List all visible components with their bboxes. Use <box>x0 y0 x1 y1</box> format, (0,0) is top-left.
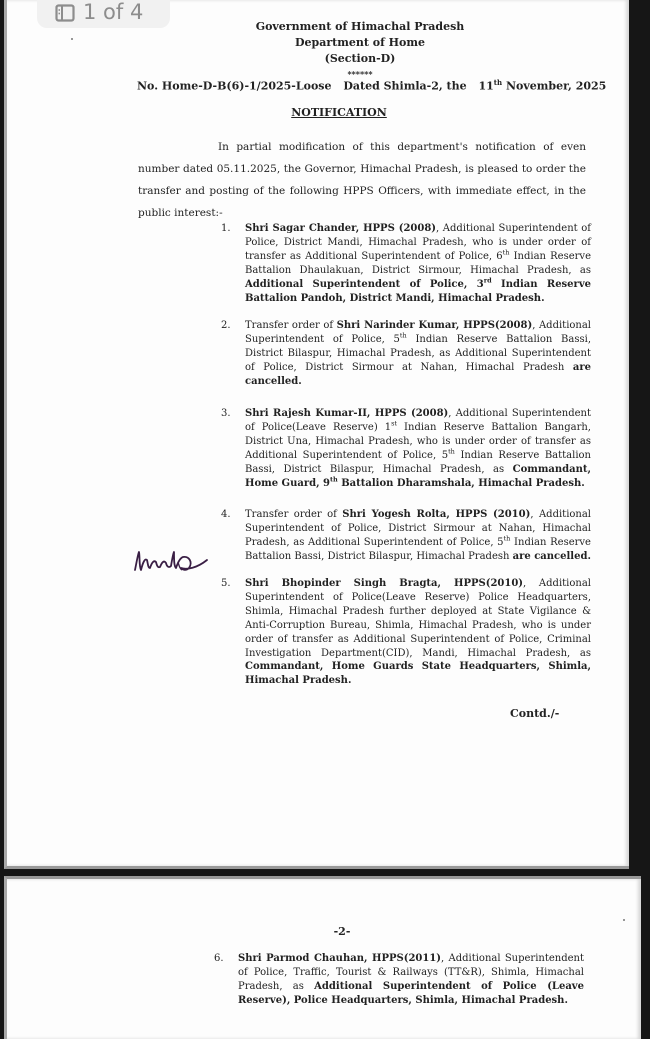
scan-speck <box>71 38 73 40</box>
ordinal-suffix: th <box>503 534 511 543</box>
item-text: , Additional Superintendent of Police(Leave Reserve) Police Headquarters, Shimla, Himachal Pradesh further deployed at State Vigilance & Anti-Corruption Bureau, Shimla, Himachal Pradesh, who is under order of transfer as Additional Superintendent of Police, Criminal Investigation Department(CID), Mandi, Himachal Pradesh, as <box>245 578 591 659</box>
continued-marker: Contd./- <box>510 707 560 720</box>
header-section: (Section-D) <box>324 52 396 65</box>
item-number: 4. <box>221 509 231 520</box>
ordinal-suffix: th <box>448 447 455 456</box>
new-posting: Additional Superintendent of Police, 3 <box>245 278 484 290</box>
header-department: Department of Home <box>294 36 426 49</box>
page-number: -2- <box>333 925 351 938</box>
intro-paragraph: In partial modification of this department's notification of even number dated 05.11.2025, the Governor, Himachal Pradesh, is pleased to order the transfer and posting of the following HPPS Officers, with immediate effect, in the public interest:- <box>138 141 586 219</box>
list-item <box>221 508 591 564</box>
item-number: 2. <box>221 320 231 331</box>
officer-name: Shri Rajesh Kumar-II, HPPS (2008) <box>245 408 449 419</box>
page-indicator-text: 1 of 4 <box>83 0 144 24</box>
item-text: Indian Reserve Battalion Bassi, District Bilaspur, Himachal Pradesh, as Additional Superintendent of Police, District Sirmour at Nahan, Himachal Pradesh <box>245 333 591 373</box>
list-item <box>221 407 591 490</box>
document-page-1 <box>4 0 629 869</box>
officer-name: Shri Bhopinder Singh Bragta, HPPS(2010) <box>245 578 524 589</box>
item-text: Indian Reserve Battalion Dhaulakuan, District Sirmour, Himachal Pradesh, as <box>245 250 591 276</box>
page-thumbnail-icon <box>55 3 75 21</box>
reference-number: No. Home-D-B(6)-1/2025-Loose <box>137 79 332 93</box>
list-item <box>214 952 584 1008</box>
page-indicator[interactable] <box>37 0 170 28</box>
ordinal-suffix: th <box>502 248 510 257</box>
reference-day-suffix: th <box>493 78 503 87</box>
header-separator: ****** <box>347 69 373 79</box>
signature-icon <box>131 540 211 578</box>
item-text: Indian Reserve Battalion Bassi, District Bilaspur, Himachal Pradesh <box>245 536 591 562</box>
cancellation-note: are cancelled. <box>245 361 591 387</box>
scan-speck <box>623 919 625 921</box>
item-prefix: Transfer order of <box>245 320 337 331</box>
ordinal-suffix: st <box>391 419 398 428</box>
new-posting: Additional Superintendent of Police (Leave Reserve), Police Headquarters, Shimla, Himachal Pradesh. <box>238 980 584 1006</box>
item-number: 1. <box>221 223 231 234</box>
new-posting: Commandant, Home Guard, 9 <box>245 463 591 489</box>
item-number: 3. <box>221 408 231 419</box>
officer-name: Shri Narinder Kumar, HPPS(2008) <box>336 320 533 331</box>
new-posting: Commandant, Home Guards State Headquarters, Shimla, Himachal Pradesh. <box>245 661 591 687</box>
item-text: Indian Reserve Battalion Bassi, District Bilaspur, Himachal Pradesh, as <box>245 449 591 475</box>
notification-title: NOTIFICATION <box>291 106 387 119</box>
reference-month-year: November, 2025 <box>505 79 607 93</box>
ordinal-suffix: rd <box>483 276 492 285</box>
list-item <box>221 319 591 389</box>
item-prefix: Transfer order of <box>245 509 343 520</box>
header-government: Government of Himachal Pradesh <box>255 20 465 33</box>
reference-day: 11 <box>478 79 494 93</box>
ordinal-suffix: th <box>399 331 407 340</box>
officer-name: Shri Parmod Chauhan, HPPS(2011) <box>238 953 442 964</box>
item-text: , Additional Superintendent of Police, 5 <box>245 320 592 345</box>
item-number: 6. <box>214 953 224 964</box>
new-posting: Battalion Dharamshala, Himachal Pradesh. <box>337 477 585 489</box>
item-number: 5. <box>221 578 231 589</box>
list-item <box>221 577 591 688</box>
item-text: , Additional Superintendent of Police(Leave Reserve) 1 <box>245 408 591 433</box>
item-text: , Additional Superintendent of Police, District Sirmour at Nahan, Himachal Pradesh, as Additional Superintendent of Police, 5 <box>245 509 592 548</box>
cancellation-note: are cancelled. <box>512 550 591 562</box>
ordinal-suffix: th <box>330 475 338 484</box>
new-posting: Indian Reserve Battalion Pandoh, District Mandi, Himachal Pradesh. <box>245 278 591 304</box>
item-text: Indian Reserve Battalion Bangarh, District Una, Himachal Pradesh, who is under order of transfer as Additional Superintendent of Police, 5 <box>245 421 591 461</box>
list-item <box>221 222 591 305</box>
reference-dated: Dated Shimla-2, the <box>343 79 467 93</box>
item-text: , Additional Superintendent of Police, District Mandi, Himachal Pradesh, who is under order of transfer as Additional Superintendent of Police, 6 <box>245 223 591 262</box>
officer-name: Shri Sagar Chander, HPPS (2008) <box>245 223 437 234</box>
officer-name: Shri Yogesh Rolta, HPPS (2010) <box>342 509 531 520</box>
item-text: , Additional Superintendent of Police, Traffic, Tourist & Railways (TT&R), Shimla, Himachal Pradesh, as <box>238 953 585 992</box>
reference-line <box>137 78 606 93</box>
